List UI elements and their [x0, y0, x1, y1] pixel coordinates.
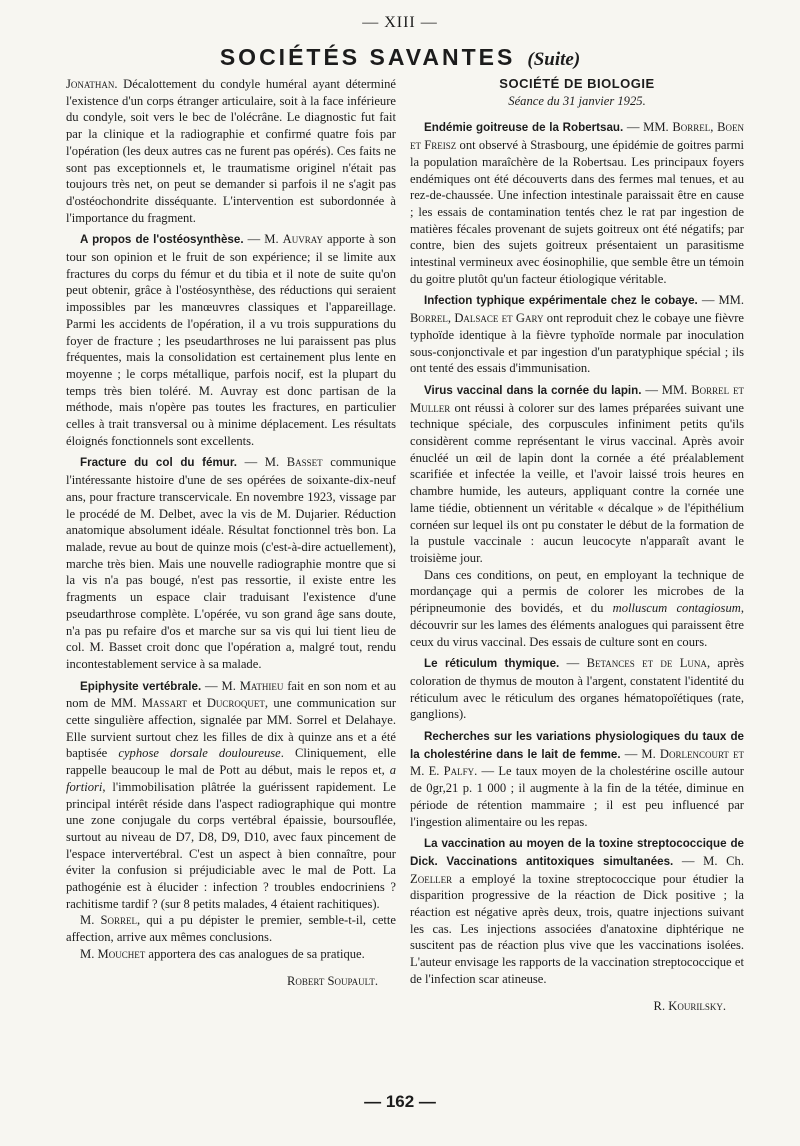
left-column: [66, 76, 396, 989]
roman-folio: — XIII —: [362, 14, 438, 31]
author-name: Sorrel: [100, 913, 138, 928]
paragraph-text: . — Le taux moyen de la cholestérine oscille autour de 0gr,21 p. 1 000 ; il augmente à la fin de la tétée, diminue en période de rétention mammaire ; il est peu influencé par l'ingestion alimentaire ou les repas.: [410, 764, 744, 829]
paragraph-heading: La vaccination au moyen de la toxine streptococcique de Dick. Vaccinations antitoxiques simultanées.: [410, 837, 744, 868]
paragraph-jonathan: [66, 76, 396, 226]
paragraph-text: Décalottement du condyle huméral ayant déterminé l'existence d'un corps étranger articulaire, soit à la face inférieure du condyle, soit vers le bec de l'olécrâne. Le diagnostic fut fait par la clinique et la radiographie et confirmé quatre fois par l'opération (les deux autres cas ne furent pas opérés). Ces faits ne sont pas exceptionnels et, le traumatisme originel n'était pas toujours très net, on peut se demander si parfois il ne s'agit pas d'ostéochondrite disséquante. L'intervention est subordonnée à l'importance du fragment.: [66, 77, 396, 225]
paragraph-virus-vaccinal: [410, 382, 744, 567]
author-name: Mathieu: [239, 678, 284, 693]
author-name: Zoeller: [410, 871, 453, 886]
right-column: [410, 76, 744, 1014]
paragraph-text: communique l'intéressante histoire d'une de ses opérées de soixante-dix-neuf ans, pour fracture transcervicale. En novembre 1923, vissage par le procédé de M. Delbet, avec la vis de M. Dujarier. Réduction anatomique absolument idéale. Résultat fonctionnel très bon. La malade, revue au bout de quinze mois (c'est-à-dire actuellement), marche très bien. Mais une nouvelle radiographie montre que si la vis n'a pas bougé, n'est pas ressortie, il existe entre les fragments un espace clair traduisant l'existence d'une pseudarthrose complète. L'opérée, vu son grand âge sans doute, n'a pas pu refaire d'os et marche sur sa vis qui lui tient lieu de col. M. Basset croit donc que l'opération a, malgré tout, rendu incontestablement service à sa malade.: [66, 455, 396, 671]
author-name: Borrel et Muller: [410, 382, 744, 415]
author-name: Jonathan.: [66, 77, 118, 91]
paragraph-goitre: [410, 119, 744, 287]
dash: — M.: [243, 232, 283, 247]
paragraph-text: M.: [80, 913, 101, 928]
paragraph-mouchet: [66, 946, 396, 963]
paragraph-text: , l'immobilisation plâtrée la guérissent rapidement. Le principal intérêt réside dans l'aspect radiographique qui montre une zone conjugale du corps vertébral épaissie, boursouflée, surtout au niveau de D7, D8, D9, D10, avec faux pincement de l'espace intervertébral. C'est un aspect à bien connaître, pour éviter la confusion si préjudiciable avec le mal de Pott. La pathogénie est à élucider : infection ? troubles endocriniens ? rachitisme tardif ? (sur 8 petits malades, 4 étaient rachitiques).: [66, 779, 396, 911]
dash: — MM.: [641, 382, 692, 397]
dash: — M. Ch.: [673, 853, 745, 868]
italic-term: a fortiori: [66, 763, 396, 794]
italic-term: cyphose dorsale douloureuse: [118, 746, 281, 761]
signature-right: R. Kourilsky.: [653, 998, 726, 1013]
paragraph-text: fait en son nom et au nom de MM.: [66, 678, 396, 711]
italic-term: molluscum contagiosum: [612, 601, 741, 616]
dash: — MM.: [623, 120, 673, 135]
paragraph-text: Dans ces conditions, on peut, en employant la technique de mordançage qui a permis de colorer les microbes de la péripneumonie des bovidés, et du: [410, 567, 744, 616]
paragraph-text: a employé la toxine streptococcique pour étudier la disparition progressive de la réaction de Dick positive ; la réaction est négative après deux, trois, quatre injections suivant les cas. Les injections associées d'anatoxine diphtérique ne suscitent pas de réaction plus vive que les vaccinations isolées. L'auteur envisage les rapports de la vaccination streptococcique et de l'infection scar atineuse.: [410, 871, 744, 986]
paragraph-mordancage: [410, 567, 744, 651]
paragraph-cholesterine: [410, 728, 744, 830]
dash: —: [559, 656, 587, 671]
paragraph-sorrel: [66, 912, 396, 945]
paragraph-osteosynthese: [66, 231, 396, 449]
session-date: Séance du 31 janvier 1925.: [508, 93, 646, 108]
paragraph-text: ont reproduit chez le cobaye une fièvre typhoïde identique à la fièvre typhoïde normale par inoculation sous-conjonctivale et par ingestion d'un paratyphique spécial ; ils ont tenté des essais d'immunisation.: [410, 311, 745, 376]
paragraph-text: apportera des cas analogues de sa pratique.: [145, 946, 365, 961]
paragraph-heading: Infection typhique expérimentale chez le cobaye.: [424, 294, 698, 308]
section-header: [0, 44, 800, 71]
paragraph-heading: Epiphysite vertébrale.: [80, 679, 202, 693]
section-suite: (Suite): [527, 49, 581, 70]
paragraph-text: . Cliniquement, elle rappelle beaucoup le mal de Pott au début, mais le repos et,: [66, 746, 396, 778]
paragraph-heading: Recherches sur les variations physiologiques du taux de la cholestérine dans le lait de femme.: [410, 730, 744, 761]
signature-left: Robert Soupault.: [286, 973, 378, 988]
author-name: Dorlencourt et M. E. Palfy: [410, 746, 745, 779]
paragraph-text: M.: [80, 946, 98, 961]
paragraph-text: ont observé à Strasbourg, une épidémie de goitres parmi la population maraîchère de la Robertsau. Les principaux foyers endémiques ont été découverts dans des fermes mal tenues, et au rez-de-chaussée. Une infection intestinale paraissait être en cause ; les essais de contamination tentés chez le rat par ingestion de matières fécales provenant de sujets goitreux ont été négatifs; par contre, bien des sujets goitreux présentaient un parasitisme intestinal vermineux avec éosinophilie, que semble être un témoin du goitre plutôt qu'un facteur étiologique véritable.: [410, 138, 744, 286]
dash: — M.: [620, 746, 660, 761]
paragraph-heading: A propos de l'ostéosynthèse.: [80, 233, 244, 247]
paragraph-text: , après coloration de thymus de mouton à l'argent, constatent l'identité du réticulum avec le réticulum des organes hématopoïétiques (rate, ganglions).: [410, 656, 744, 722]
section-title: SOCIÉTÉS SAVANTES: [219, 44, 516, 70]
author-name: Ducroquet: [206, 696, 265, 711]
dash: — MM.: [697, 293, 745, 308]
paragraph-text: ont réussi à colorer sur des lames préparées suivant une technique spéciale, des corpuscules infiniment petits qu'ils considèrent comme représentant le virus vaccinal. Après avoir énucléé un œil de lapin dont la cornée a été préalablement scarifiée et infectée la veille, et l'avoir laissé trois heures en chambre humide, les auteurs, appliquant contre la cornée une lame tiédie, obtiennent un véritable « décalque » de l'épithélium cornéen sur lequel ils ont pu constater le début de la formation de la pustule vaccinale : aucun leucocyte n'apparaît avant le troisième jour.: [410, 400, 744, 565]
paragraph-vaccination-dick: [410, 835, 744, 987]
paragraph-heading: Fracture du col du fémur.: [80, 456, 237, 470]
paragraph-epiphysite: [66, 678, 396, 913]
author-name: Basset: [286, 455, 323, 470]
author-name: Borrel, Boen et Freisz: [410, 120, 744, 153]
author-name: Massart: [141, 696, 188, 711]
paragraph-text: et: [187, 696, 207, 711]
dash: — M.: [201, 678, 240, 693]
author-name: Mouchet: [97, 946, 146, 961]
author-name: Auvray: [282, 232, 323, 247]
paragraph-heading: Le réticulum thymique.: [424, 657, 560, 671]
dash: — M.: [236, 455, 287, 470]
page-number: — 162 —: [364, 1092, 436, 1111]
author-name: Borrel, Dalsace et Gary: [410, 311, 544, 326]
paragraph-text: , une communication sur cette singulière affection, signalée par MM. Sorrel et Delahaye. Elle survient surtout chez les filles de dix à quinze ans et a été baptisée: [66, 696, 397, 761]
paragraph-text: apporte à son tour son opinion et le fruit de son expérience; il se limite aux fractures du corps du fémur et du tibia et il note de suite qu'on peut obtenir, grâce à l'ostéosynthèse, des réductions qui seraient impossibles par les manœuvres classiques et l'appareillage. Parmi les accidents de l'opération, il a vu trois suppurations du foyer de fracture ; les pseudarthroses ne lui paraissent pas plus fréquentes, mais la consolidation est certainement plus lente en moyenne ; le corps métallique, parfois nocif, est la plupart du temps très bien toléré. M. Auvray est donc partisan de la méthode, mais n'opère pas toutes les fractures, en particulier celles à trait transversal ou à minime déplacement. Les résultats éloignés fonctionnels sont excellents.: [66, 232, 396, 448]
paragraph-fracture-col: [66, 454, 396, 672]
author-name: Betances et de Luna: [586, 656, 707, 671]
paragraph-text: , qui a pu dépister le premier, semble-t-il, cette affection, arrive aux mêmes conclusions.: [66, 913, 396, 945]
society-title: SOCIÉTÉ DE BIOLOGIE: [499, 76, 655, 91]
paragraph-reticulum: [410, 655, 744, 723]
paragraph-typhique: [410, 292, 744, 377]
paragraph-heading: Virus vaccinal dans la cornée du lapin.: [424, 383, 642, 397]
paragraph-text: , découvrir sur les lames des éléments analogues qui paraissent être ceux du virus vaccinal. Des essais de culture sont en cours.: [410, 601, 744, 649]
paragraph-heading: Endémie goitreuse de la Robertsau.: [424, 121, 624, 135]
